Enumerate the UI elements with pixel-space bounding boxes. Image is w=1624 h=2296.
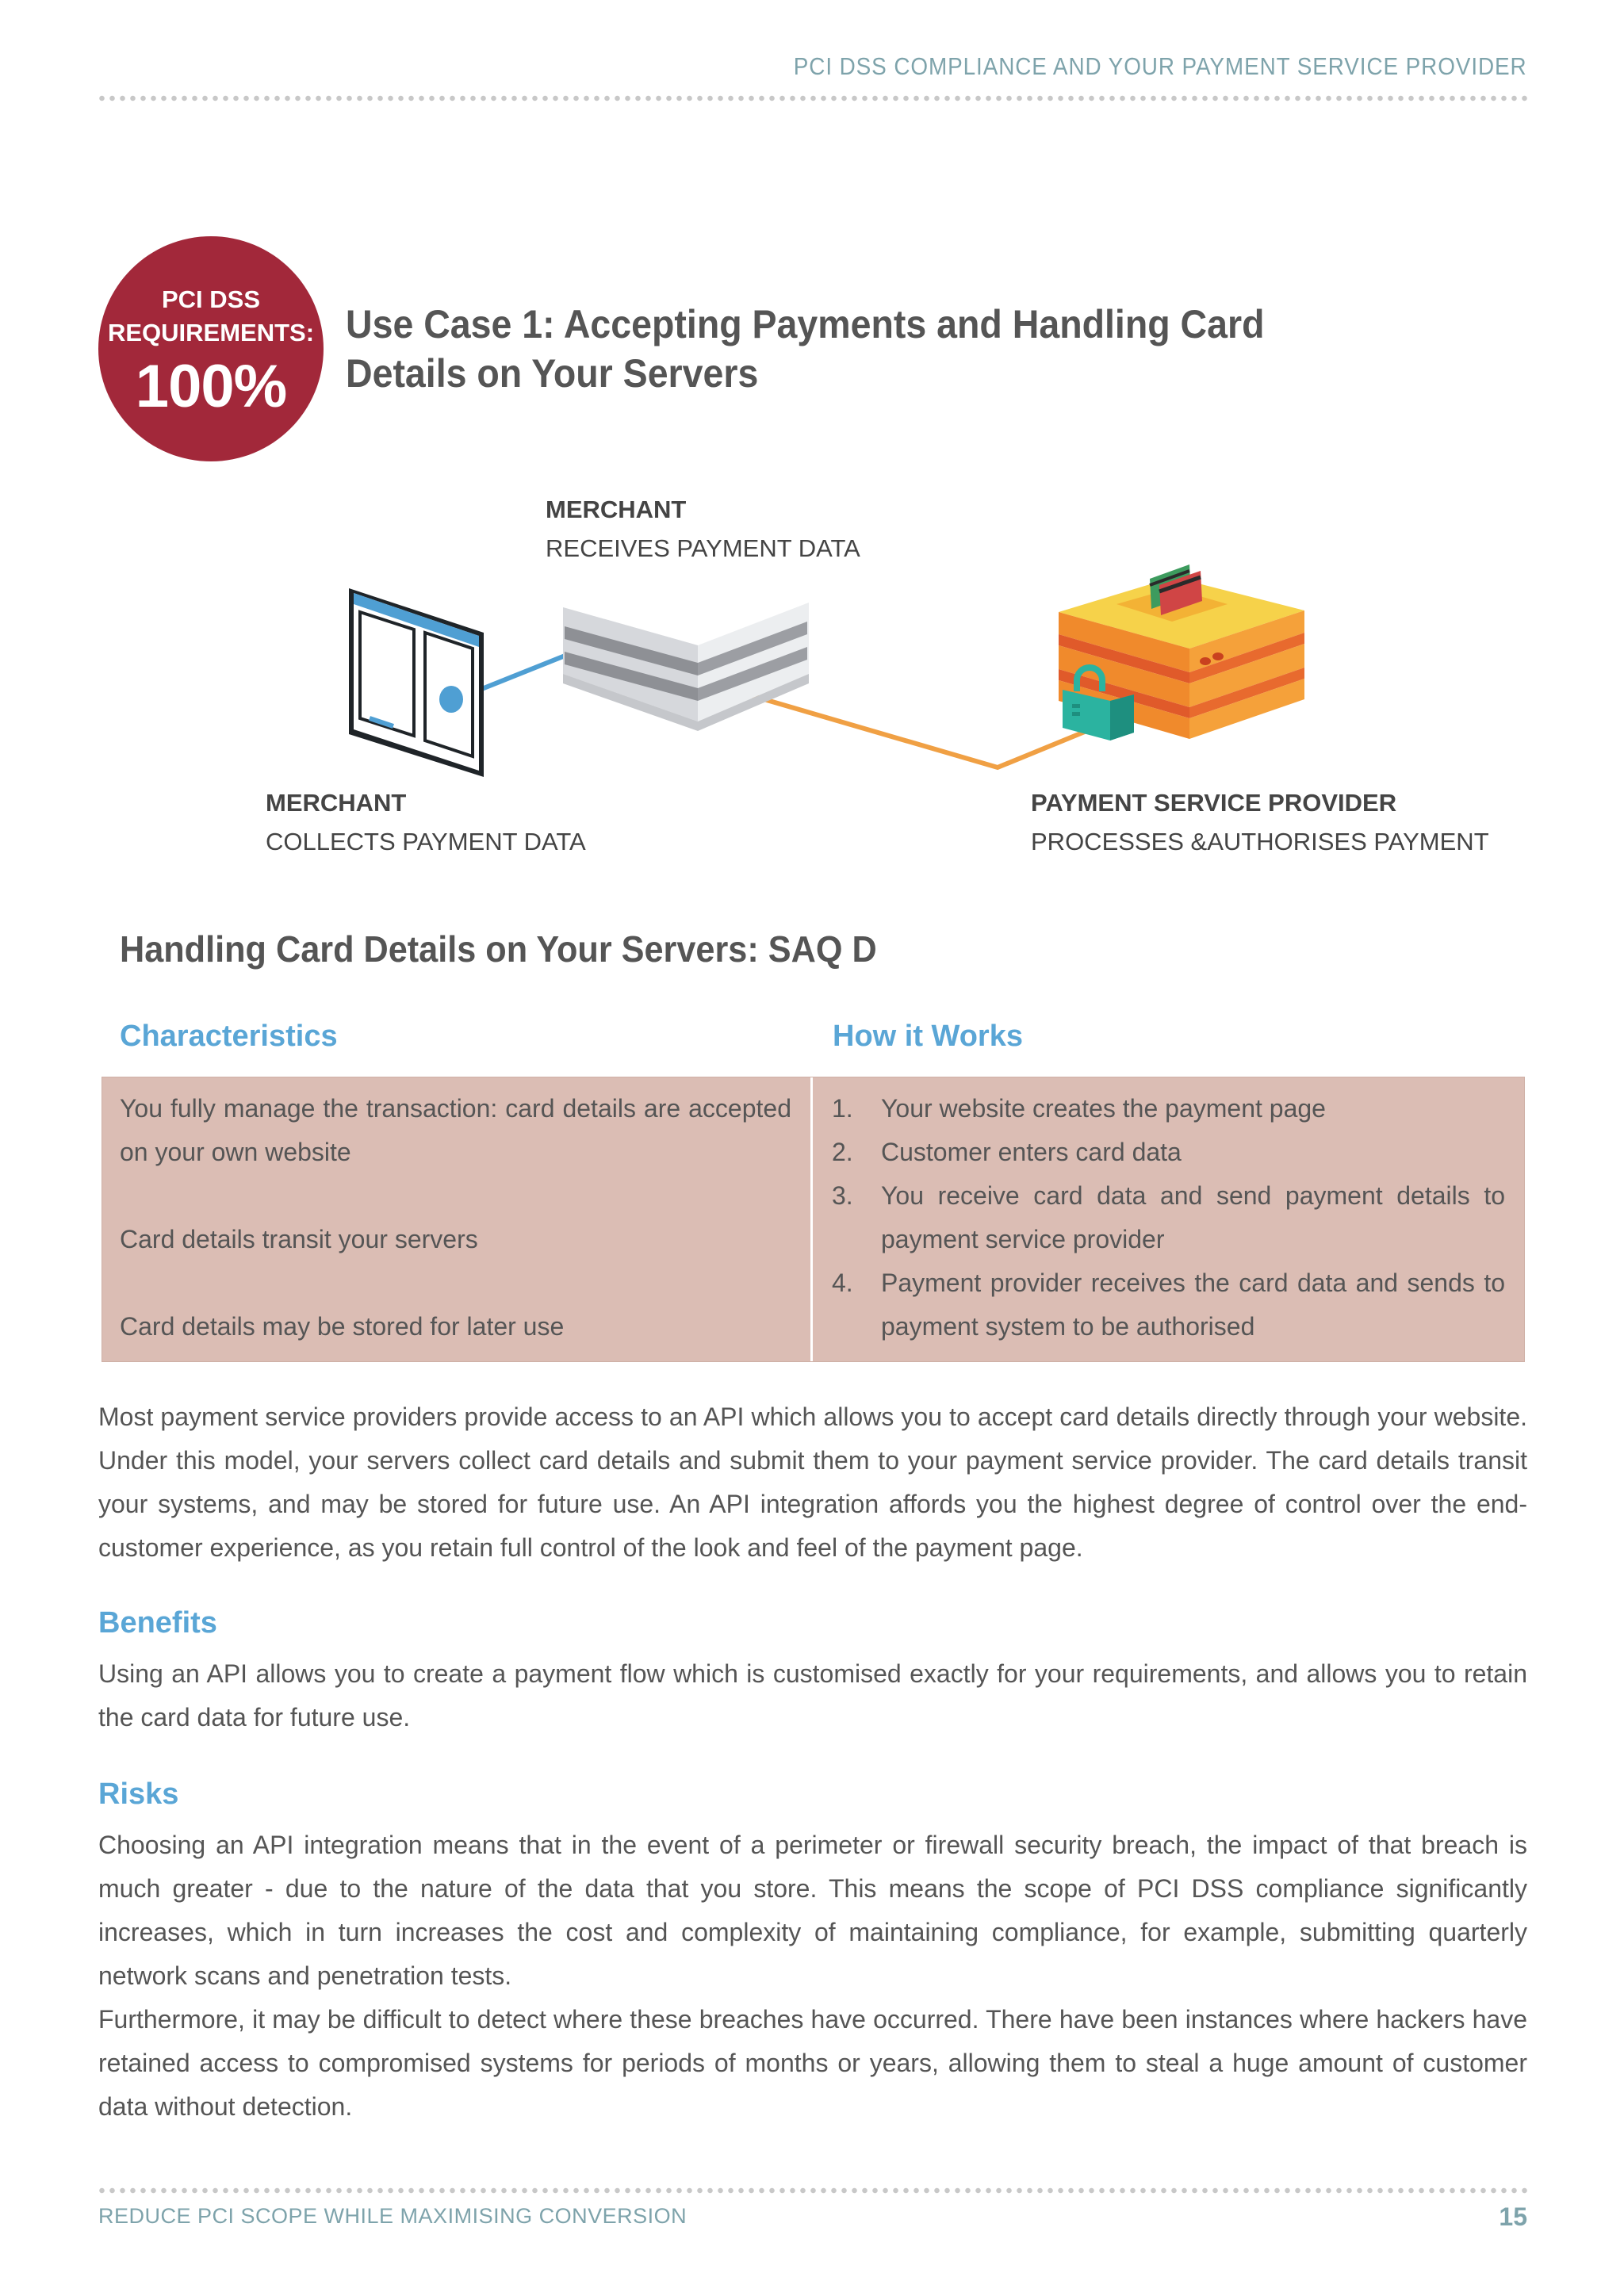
step-number: 4. xyxy=(832,1269,853,1297)
header-divider xyxy=(97,95,1527,101)
footer-divider xyxy=(97,2187,1527,2194)
badge-line2: REQUIREMENTS: xyxy=(107,319,315,346)
step-item xyxy=(832,1174,1505,1261)
merchant-receives-title: MERCHANT xyxy=(546,496,687,523)
step-text: Your website creates the payment page xyxy=(881,1094,1326,1123)
step-text: Customer enters card data xyxy=(881,1138,1182,1166)
risks-heading: Risks xyxy=(98,1777,179,1811)
merchant-receives-label xyxy=(546,490,860,568)
step-text: Payment provider receives the card data and sends to payment system to be authorised xyxy=(881,1269,1505,1341)
payment-provider-icon xyxy=(1059,564,1304,740)
characteristics-heading: Characteristics xyxy=(120,1020,338,1053)
badge-line1: PCI DSS xyxy=(161,285,261,313)
merchant-collects-label xyxy=(266,783,586,861)
how-it-works-cell xyxy=(813,1077,1524,1361)
badge-value: 100% xyxy=(135,353,287,420)
browser-to-server-line xyxy=(480,652,575,690)
step-number: 2. xyxy=(832,1138,853,1166)
intro-paragraph: Most payment service providers provide access to an API which allows you to accept card details directly through your website. Under this model, your servers collect card details and submit them to your payment service provider. The card details transit your systems, and may be stored for future use. An API integration affords you the highest degree of control over the end-customer experience, as you retain full control of the look and feel of the payment page. xyxy=(98,1402,1527,1562)
merchant-collects-title: MERCHANT xyxy=(266,789,407,817)
payment-flow-diagram xyxy=(0,476,1624,888)
spacer xyxy=(120,1174,791,1218)
step-text: You receive card data and send payment details to payment service provider xyxy=(881,1181,1505,1253)
characteristics-cell xyxy=(102,1077,813,1361)
risks-paragraph-1: Choosing an API integration means that in the event of a perimeter or firewall security breach, the impact of that breach is much greater - due to the nature of the data that you store. This means the scope of PCI DSS compliance significantly increases, which in turn increases the cost and complexity of maintaining compliance, for example, submitting quarterly network scans and penetration tests. xyxy=(98,1831,1527,1990)
step-number: 1. xyxy=(832,1094,853,1123)
merchant-receives-subtitle: RECEIVES PAYMENT DATA xyxy=(546,534,860,562)
use-case-title: Use Case 1: Accepting Payments and Handling Card Details on Your Servers xyxy=(346,302,1265,396)
browser-window-icon xyxy=(349,588,484,777)
requirements-badge xyxy=(98,236,324,461)
characteristic-item: Card details transit your servers xyxy=(120,1225,478,1253)
how-it-works-heading: How it Works xyxy=(833,1020,1023,1053)
psp-label xyxy=(1031,783,1489,861)
benefits-heading: Benefits xyxy=(98,1606,217,1640)
characteristic-item: You fully manage the transaction: card details are accepted on your own website xyxy=(120,1094,791,1166)
risks-paragraph-2: Furthermore, it may be difficult to detect where these breaches have occurred. There have been instances where hackers have retained access to compromised systems for periods of months or years, allowing them to steal a huge amount of customer data without detection. xyxy=(98,2005,1527,2121)
spacer xyxy=(120,1261,791,1305)
running-header: PCI DSS COMPLIANCE AND YOUR PAYMENT SERVICE PROVIDER xyxy=(794,52,1527,80)
saq-table xyxy=(102,1077,1525,1362)
characteristic-item: Card details may be stored for later use xyxy=(120,1312,565,1341)
merchant-server-icon xyxy=(563,603,809,731)
step-number: 3. xyxy=(832,1181,853,1210)
page-number: 15 xyxy=(1499,2202,1527,2231)
step-item xyxy=(832,1261,1505,1349)
step-item xyxy=(832,1131,1505,1174)
benefits-paragraph: Using an API allows you to create a payment flow which is customised exactly for your requirements, and allows you to retain the card data for future use. xyxy=(98,1659,1527,1732)
merchant-collects-subtitle: COLLECTS PAYMENT DATA xyxy=(266,828,586,855)
psp-title: PAYMENT SERVICE PROVIDER xyxy=(1031,789,1397,817)
running-footer: REDUCE PCI SCOPE WHILE MAXIMISING CONVERSION xyxy=(98,2204,688,2228)
psp-subtitle: PROCESSES &AUTHORISES PAYMENT xyxy=(1031,828,1489,855)
step-item xyxy=(832,1087,1505,1131)
saq-title: Handling Card Details on Your Servers: SAQ D xyxy=(120,928,877,970)
